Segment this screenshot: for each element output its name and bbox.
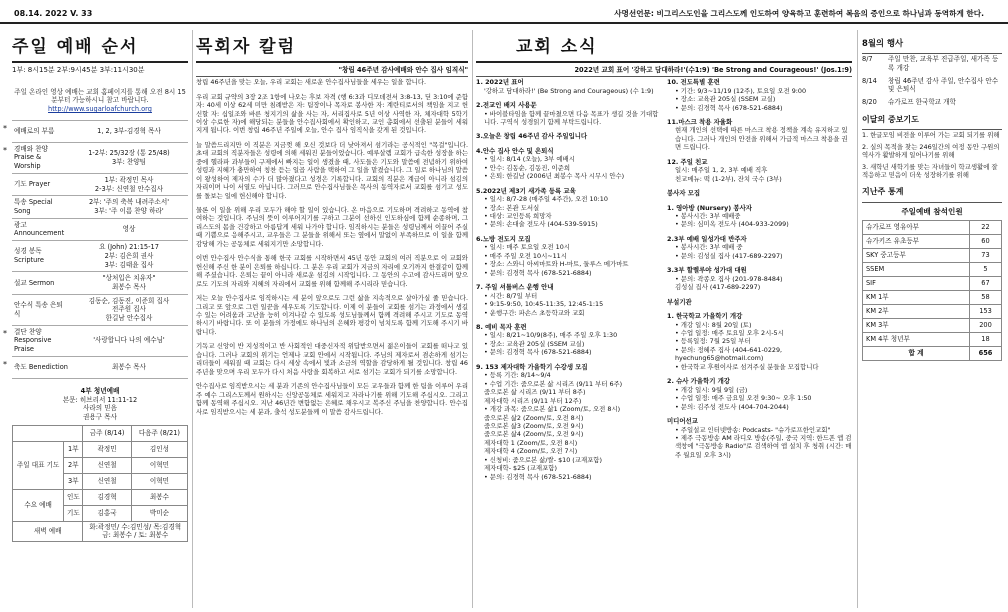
duty-next: 최봉수 — [131, 489, 187, 505]
attendance-label: KM 2부 — [863, 304, 970, 318]
top-bar — [0, 0, 1008, 24]
news-item-title: 1. 영아방 (Nursery) 봉사자 — [667, 203, 752, 212]
order-value: 1-2부: 25/32장 (통 25/48) 3부: 찬양팀 — [88, 149, 170, 166]
order-star: * — [3, 123, 7, 133]
attendance-count: 22 — [970, 220, 1002, 234]
news-item-body: • 기간: 9/3~11/19 (12주), 토요일 오전 9:00 • 장소: 교육관 205실 (SSEM 교실) • 문의: 김경혁 목사 (678-521-6884) — [675, 86, 807, 112]
table-row — [13, 425, 188, 441]
attendance-label: KM 3부 — [863, 318, 970, 332]
divider — [476, 76, 852, 77]
report-heading: 지난주 통계 — [862, 187, 904, 197]
youth-service-heading: 4부 청년예배 — [80, 386, 120, 395]
duty-part: 3부 — [64, 473, 83, 489]
news-item-title: 5.2022년 제3기 새가족 등록 교육 — [476, 186, 576, 195]
duty-next: 이혁민 — [131, 473, 187, 489]
news-item-title: 부설기관 — [667, 297, 692, 306]
order-star: * — [3, 359, 7, 369]
news-item-title: 7. 주일 셔틀버스 운행 안내 — [476, 283, 554, 292]
duty-table — [12, 425, 188, 542]
news-item — [667, 78, 852, 112]
event-row — [862, 55, 1002, 72]
events-list — [862, 55, 1002, 107]
news-item-body: '강하고 담대하라!' (Be Strong and Courageous) (수 1:9) — [484, 86, 654, 95]
news-item — [476, 187, 661, 229]
event-row — [862, 98, 1002, 107]
duty-today-header: 금주 (8/14) — [83, 425, 131, 441]
table-row — [863, 220, 1002, 234]
youth-service — [12, 387, 188, 422]
news-item — [667, 235, 852, 260]
news-item-title: 11.마스크 착용 자율화 — [667, 117, 733, 126]
attendance-count: 5 — [970, 262, 1002, 276]
divider — [862, 129, 1002, 130]
youth-service-text: 본문: 히브리서 11:11-12 — [62, 395, 138, 404]
attendance-table — [862, 220, 1002, 361]
attendance-count: 67 — [970, 276, 1002, 290]
order-label: 성경 봉독 Scripture — [14, 247, 44, 265]
duty-today: 김경혁 — [83, 489, 131, 505]
column-divider — [472, 30, 473, 608]
divider — [196, 61, 468, 63]
service-times: 1부: 8시15분 2부:9시45분 3부:11시30분 — [12, 66, 145, 75]
order-value: '사랑합니다 나의 예수님' — [93, 336, 165, 345]
table-row — [863, 290, 1002, 304]
attendance-count: 153 — [970, 304, 1002, 318]
order-label: 특송 Special Song — [14, 198, 53, 215]
order-row — [12, 174, 188, 196]
news-item-body: 일시: 매주일 1, 2, 3부 예배 직후 친교메뉴: 떡 (1-2부), 잔치 국수 (3부) — [675, 166, 782, 183]
duty-group: 주일 대표 기도 — [13, 441, 64, 489]
table-row — [13, 441, 188, 457]
news-item — [667, 204, 852, 229]
column-paragraph: 물론 이 일을 위해 우리 모두가 해야 할 일이 있습니다. 온 마음으로 기도하며 격려하고 동역에 참여하는 것입니다. 주님의 뜻이 이루어지기를 구하고 그분이 선하신 인도하심에 함께 순종하며, 그리스도의 몸을 건강하고 아름답게 세워 나가야 합니다. 임직하시는 분들은 성령님께서 이끌어 주실 때 기쁨으로 응해주시고, 교우들은 그 분들을 위해서 또는 옆에서 말없이 부족하므로 이 일을 함께 감당해 가는 공동체로 세워지기만 소망합니다. — [196, 206, 468, 248]
column-body — [196, 78, 468, 416]
attendance-count: 18 — [970, 332, 1002, 346]
divider — [862, 202, 1002, 203]
order-value: 요 (John) 21:15-17 2부: 김은희 권사 3부: 김태윤 집사 — [99, 243, 159, 269]
news-item-title: 봉사자 모집 — [667, 189, 701, 198]
duty-next: 박미순 — [131, 505, 187, 521]
table-row — [863, 304, 1002, 318]
duty-part: 1부 — [64, 441, 83, 457]
column-paragraph: 안수집사로 임직받으시는 세 분과 기존의 안수집사님들이 모든 교우들과 함께 한 팀을 이루어 우리 주 예수 그리스도께서 원하시는 신앙공동체로 세워지고 자라나기를 위해 기도해 주십시오. 그리고 함께 동역해 주십시오. 지난 46년간 변함없는 은혜로 채우시고 복주신 주님을 찬양합니다. 안수집사로 임직받으시는 세 분과, 출석 성도분들께 이 말씀 감사드립니다. — [196, 382, 468, 416]
divider — [476, 61, 852, 63]
news-item-title: 8. 예비 목자 훈련 — [476, 323, 527, 332]
news-item-title: 9. 153 제자대학 가을학기 수강생 모집 — [476, 362, 588, 371]
news-item — [667, 158, 852, 183]
event-date: 8/7 — [862, 55, 873, 64]
news-item — [667, 189, 852, 197]
table-row — [863, 332, 1002, 346]
table-row — [863, 346, 1002, 360]
duty-part: 인도 — [64, 489, 83, 505]
news-item-title: 3.3부 할렐루야 성가대 대원 — [667, 266, 747, 275]
news-item — [667, 417, 852, 459]
online-text: 주일 온라인 영상 예배는 교회 홈페이지를 통해 오전 8시 15분부터 가능하시니 참고 바랍니다. — [14, 87, 186, 105]
column-title: 목회자 칼럼 — [196, 37, 297, 57]
event-date: 8/20 — [862, 97, 877, 106]
news-item-body: • 일시: 8/7-28 (매주일 4주간), 오전 10:10 • 장소: 본관 도서실 • 대상: 교인등록 희망자 • 문의: 손대술 전도사 (404-539-5915) — [484, 195, 608, 229]
news-title: 교회 소식 — [516, 37, 598, 57]
order-row — [12, 295, 188, 326]
news-item-title: 4.안수 집사 안수 및 은퇴식 — [476, 146, 554, 155]
news-item-body: • 봉사시간: 3부 예배 중 • 문의: 김성실 집사 (417-689-2297) — [675, 243, 783, 260]
event-text: 창립 46주년 감사 주일, 안수집사 안수 및 은퇴식 — [888, 76, 999, 94]
order-label: 기도 Prayer — [14, 180, 51, 189]
news-left — [476, 78, 661, 487]
duty-today: 김홍국 — [83, 505, 131, 521]
news-item-title: 2.전교인 배지 사용문 — [476, 101, 537, 110]
duty-next-header: 다음주 (8/21) — [131, 425, 187, 441]
order-row — [12, 241, 188, 272]
column-subtitle: "창립 46주년 감사예배와 안수 집사 임직식" — [338, 66, 468, 75]
attendance-label: SKY 중고등부 — [863, 248, 970, 262]
column-paragraph: 이번 안수집사 안수식을 통해 한국 교회를 시작하면서 45년 동안 교회의 여러 직분으로 이 교회와 헌신해 주신 한 분이 은퇴를 하십니다. 그 분은 우리 교회가 지금의 자리에 오기까지 한결같이 함께해 주셨습니다. 은퇴는 끝이 아니라 새로운 섬김의 시작입니다. 그 동안의 수고에 감사드리며 앞으로도 기도의 자리와 지혜의 자리에서 교회를 위해 함께해 주시리라 믿습니다. — [196, 254, 468, 288]
usher-schedule — [83, 521, 188, 541]
news-item-title: 2.3부 예배 일성가대 반주자 — [667, 234, 747, 243]
news-item-title: 12. 주일 친교 — [667, 157, 708, 166]
worship-order-column — [3, 36, 188, 606]
prayer-item: 3. 새학년 새학기를 맞는 자녀들이 학교생활에 잘 적응하고 믿음이 더욱 성장하기를 위해 — [862, 162, 998, 179]
divider — [12, 61, 188, 63]
prayer-item: 2. 실의 목적을 찾는 246일간의 여정 동안 구원의 역사가 활발하게 일어나기를 위해 — [862, 142, 1000, 160]
news-grid — [476, 78, 852, 487]
news-item — [667, 118, 852, 152]
table-row — [863, 262, 1002, 276]
news-item-body: 현재 개인의 선택에 따른 마스크 착용 정책을 계속 유지하고 있습니다. 그러나 개인의 안전을 위해서 가급적 마스크 착용을 권면 드립니다. — [675, 126, 848, 152]
homepage-link[interactable]: http://www.sugarloafchurch.org — [48, 105, 152, 114]
column-paragraph: 창립 46주년을 맞는 오늘, 우리 교회는 새로운 안수집사님들을 세우는 일을 합니다. — [196, 78, 427, 87]
duty-group: 수요 예배 — [13, 489, 64, 521]
order-star: * — [3, 145, 7, 155]
order-row — [3, 326, 188, 357]
news-item — [667, 312, 852, 371]
order-row — [3, 357, 188, 379]
news-item-body: • 일시: 8/21~10/9(8주), 매주 주일 오후 1:30 • 장소: 교육관 205실 (SSEM 교실) • 문의: 김경혁 목사 (678-521-6884) — [484, 331, 618, 357]
youth-service-preacher: 권용구 목사 — [83, 412, 117, 421]
event-text: 슈가로프 한국학교 개학 — [888, 97, 956, 106]
usher-today: 화:곽정민/ 수:김민성/ 목:김경혁 — [89, 522, 182, 531]
news-item-body: • 주일설교 인터넷방송: Podcasts- "슈가로프한인교회" • 제주 극동방송 AM 라디오 방송(주일, 중국 지역: 한드폰 앱 검색창에 "극동방송 Radio"로 검색하여 앱 설치 후 청취 (시간: 매주 월요일 오후 3시) — [675, 425, 852, 459]
news-right — [667, 78, 852, 487]
news-item — [667, 266, 852, 291]
news-item — [667, 377, 852, 411]
table-row — [863, 276, 1002, 290]
table-row — [13, 489, 188, 505]
table-row — [863, 234, 1002, 248]
column-paragraph: 늘 말씀드리지만 이 직분은 지금껏 해 오신 것보다 더 낮아져서 섬기라는 공식적인 "목걸"입니다. 초대 교회의 직분자들은 성령에 의해 세워진 분들이었습니다. 예루살렘 교회가 급속한 성장을 하는 중에 헬라파 과부들이 구제에서 빠지는 일이 생겼을 때, 사도들은 기도와 말씀에 전념하기 위하여 성령과 지혜가 충만하여 칭찬 듣는 일곱 사람을 택하여 그 일을 맡겼습니다. 그 일로 하나님의 말씀이 왕성하여 제자의 수가 더 많아졌다고 성경은 기록합니다. 교회의 직분은 계급이 아니라 섬김의 자리이며 나이 서열도 아닙니다. 그러므로 안수집사님들은 목사의 동역자로서 교회를 섬기고 성도를 돌보는 일에 헌신해야 합니다. — [196, 140, 468, 200]
order-row — [3, 143, 188, 174]
duty-next: 이혁민 — [131, 457, 187, 473]
order-label: 예배로의 부름 — [14, 126, 55, 135]
events-heading: 8월의 행사 — [862, 38, 904, 48]
duty-today: 신연철 — [83, 457, 131, 473]
online-notice — [12, 88, 188, 114]
order-label: 경배와 찬양 Praise & Worship — [14, 144, 48, 171]
table-row — [13, 521, 188, 541]
news-item-body: • 일시: 매주 토요일 오전 10시 • 매주 주일 오전 10시~11시 • 장소: 스와니 아씨마트와 H-마트, 둘루스 메가마트 • 문의: 김경혁 목사 (678-521-6884) — [484, 243, 629, 277]
divider — [862, 53, 1002, 54]
news-item-body: • 등록 기간: 8/14~9/4 • 수업 기간: 줌으로본 삶 시리즈 (9/11 부터 6주) 줌으로본 삶 시리즈 (9/11 부터 8주) 제자대학 시리즈 (9/11 부터 12주) • 개강 과목: 줌으로본 삶1 (Zoom/토, 오전 8시) 줌으로본 삶2 (Zoom/토, 오전 8시) 줌으로본 삶3 (Zoom/토, 오전 9시) 줌으로본 삶4 (Zoom/토, 오전 9시) 제자대학 1 (Zoom/토, 오전 8시) 제자대학 4 (Zoom/토, 오전 7시) • 신청비: 줌으로본 삶/쌀- $10 (교재포함) 제자대학- $25 (교재포함) • 문의: 김경혁 목사 (678-521-6884) — [484, 371, 623, 481]
duty-today: 신연철 — [83, 473, 131, 489]
news-item-body: • 바이블타임을 함께 끝마쳤으면 다음 목표가 생길 것을 기대합니다. 구역식 성경읽기 함께 부탁드립니다. — [484, 109, 659, 126]
news-item — [476, 363, 661, 481]
event-row — [862, 77, 1002, 94]
attendance-count: 60 — [970, 234, 1002, 248]
order-star: * — [3, 328, 7, 338]
order-value: 1부: 곽정민 목사 2-3부: 신연철 안수집사 — [94, 175, 164, 193]
event-date: 8/14 — [862, 76, 877, 85]
attendance-count: 200 — [970, 318, 1002, 332]
attendance-label: 슈가로프 영유아부 — [863, 220, 970, 234]
news-item — [476, 101, 661, 126]
news-subtitle: 2022년 교회 표어 '강하고 담대하라!'(수1:9) 'Be Strong and Courageous!' (Jos.1:9) — [574, 66, 852, 75]
attendance-label: 합 계 — [863, 346, 970, 360]
attendance-label: KM 1부 — [863, 290, 970, 304]
pastor-column — [196, 36, 468, 606]
order-label: 광고 Announcement — [14, 220, 65, 238]
news-item-body: • 개강 일시: 8월 20일 (토) • 수업 일정: 매주 토요일 오후 2시-5시 • 등록일정: 7월 25일 부터 • 문의: 정혜주 집사 (404-641-0229, hyechung65@hotmail.com) • 한국학교 후원이사로 섬겨주실 분들을 모집합니다 — [675, 320, 819, 371]
news-item-body: • 문의: 곽종오 집사 (201-978-8484) 김성실 집사 (417-689-2297) — [675, 274, 783, 292]
column-paragraph: 우리 교회 규약의 3장 2조 1항에 나오는 후보 자격 (행 6:3과 디모데전서 3:8-13, 딛 3:10에 준함 자: 40세 이상 62세 미만 침례받은 자: 팀장이나 목자로 봉사한 자: 계란티로서의 책임을 지고 헌신할 자: 십일조와 바른 청지기의 삶을 사는 자, 서리집사로 5년 이상 사역한 자, 체자대학 5학기 이상 수료한 자)에 해당되는 분들을 안수집사회에서 확인하고, 교인 총회에서 선출된 분들이 세워지게 됩니다. 이번 창립 46주년 주일에 오늘, 안수 집사 임직식을 갖게 된 것입니다. — [196, 92, 468, 135]
order-value: 최봉수 목사 — [112, 362, 146, 371]
order-row — [12, 196, 188, 218]
attendance-label: KM 4부 청년부 — [863, 332, 970, 346]
order-row — [3, 121, 188, 143]
news-item-body: • 일시: 8/14 (오늘), 3부 예배시 • 안수: 김동순, 김동진, 이준희 • 은퇴: 한길남 (2006년 최봉수 목사 시무시 안수) — [484, 155, 625, 181]
events-column — [862, 36, 1002, 606]
column-paragraph: 기독교 신앙이 반 지성적이고 반 사회적인 대중신자적 위답받으면서 젊은이들이 교회를 떠나고 있습니다. 그러나 교회의 위기는 언제나 교회 안에서 시작됩니다. 주님의 제자로서 겸손하게 섬기는 리더들이 세워질 때 교회는 다시 세상 속에서 빛과 소금의 역할을 감당하게 될 것입니다. 창립 46주년을 맞으며 우리 모두가 다시 처음 사랑을 회복하고 서로 섬기는 교회가 되기를 소망합니다. — [196, 342, 468, 376]
news-item-title: 3.오늘은 창립 46주년 감사 주일입니다 — [476, 132, 588, 141]
news-item-body: • 봉사시간: 3부 예배중 • 문의: 심미옥 전도사 (404-933-2099) — [675, 212, 789, 229]
news-item — [667, 298, 852, 306]
order-value: 영상 — [122, 225, 136, 234]
order-label: 축도 Benediction — [14, 362, 68, 371]
worship-title: 주일 예배 순서 — [12, 37, 139, 57]
news-item — [476, 283, 661, 317]
usher-next: 금: 최봉수 / 토: 최봉수 — [102, 531, 169, 540]
order-of-service — [3, 120, 188, 379]
event-text: 주일 만찬, 교육부 진급주일, 새가족 등록 개강 — [888, 55, 999, 72]
order-value: 1, 2, 3부-김경혁 목사 — [97, 126, 161, 135]
news-item-body: • 시간: 8/7일 부터 • 9:15-9:50, 10:45-11:35, 12:45-1:15 • 운행구간: 파손스 초등학교와 교회 — [484, 291, 604, 317]
news-item — [476, 132, 661, 140]
news-item — [476, 235, 661, 277]
order-label: 결단 찬양 Responsive Praise — [14, 327, 52, 354]
attendance-count: 73 — [970, 248, 1002, 262]
prayer-item: 1. 한글모임 비전을 이루어 가는 교회 되기를 위해 — [862, 131, 1000, 140]
news-item — [476, 323, 661, 357]
youth-service-title: 사라의 믿음 — [83, 404, 117, 413]
news-item-body: • 개강 일시: 9월 9일 (금) • 수업 일정: 매주 금요일 오전 9:30~ 오후 1:50 • 문의: 김주성 전도사 (404-704-2044) — [675, 385, 812, 411]
order-label: 안수식 특송 은퇴식 — [14, 300, 63, 318]
mission-statement: 사명선언문: 비그리스도인을 그리스도께 인도하여 양육하고 훈련하여 복음의 증인으로 하나님과 동역하게 한다. — [614, 9, 984, 18]
attendance-label: 슈가키즈 유초등부 — [863, 234, 970, 248]
order-row — [12, 219, 188, 241]
prayer-list — [862, 131, 1002, 179]
news-item — [476, 147, 661, 181]
attendance-count: 656 — [970, 346, 1002, 360]
news-item-title: 2. 슈사 가을학기 개강 — [667, 377, 730, 386]
duty-today: 곽정민 — [83, 441, 131, 457]
news-item-title: 10. 전도특별 훈련 — [667, 78, 720, 87]
prayer-heading: 이달의 중보기도 — [862, 114, 919, 124]
order-value: 김동순, 김동진, 이준희 집사 전주원 집사 한길남 안수집사 — [88, 296, 170, 323]
column-paragraph: 저는 오늘 안수집사로 임직하시는 세 분이 앞으로도 그런 삶을 지속적으로 살아가실 줄 믿습니다. 그리고 또 앞으로 그런 일꾼을 세우도록 기도합니다. 이제 이 분들이 교회를 섬기는 과정에서 생길 수 있는 어려움과 고난을 능히 이겨나갈 수 있도록 성도님들께서 함께 격려해 주시고 기도로 동역하시기 바랍니다. 또 이 분들의 가정에도 하나님의 은혜와 평강이 넘치도록 함께 기도해 주시기 바랍니다. — [196, 294, 468, 336]
order-value: 2부: '주의 축복 내려주소서' 3부: '주 이름 찬양 하라' — [88, 198, 170, 215]
news-item-title: 1. 2022년 표어 — [476, 78, 524, 87]
attendance-label: SIF — [863, 276, 970, 290]
duty-part: 기도 — [64, 505, 83, 521]
divider — [196, 76, 468, 77]
bulletin-date: 08.14. 2022 V. 33 — [14, 9, 93, 18]
news-item-title: 미디어선교 — [667, 417, 698, 426]
table-cell — [13, 425, 83, 441]
attendance-label: SSEM — [863, 262, 970, 276]
table-row — [863, 248, 1002, 262]
attendance-title: 주일예배 참석인원 — [901, 206, 963, 216]
usher-label: 새벽 예배 — [13, 521, 83, 541]
table-row — [863, 318, 1002, 332]
duty-part: 2부 — [64, 457, 83, 473]
column-divider — [192, 30, 193, 608]
duty-next: 김인성 — [131, 441, 187, 457]
order-row — [12, 272, 188, 294]
order-label: 설교 Sermon — [14, 278, 55, 287]
news-item-title: 1. 한국학교 가을학기 개강 — [667, 312, 743, 321]
order-value: "상처입은 치유자" 최봉수 목사 — [102, 274, 156, 291]
column-divider — [857, 30, 858, 608]
news-item-title: 6.노방 전도지 모집 — [476, 234, 531, 243]
church-news-column — [476, 36, 852, 606]
attendance-count: 58 — [970, 290, 1002, 304]
news-item — [476, 78, 661, 95]
